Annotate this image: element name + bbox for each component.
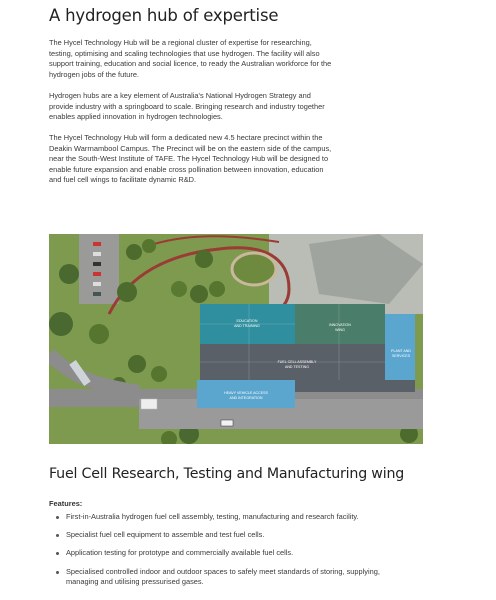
intro-paragraph-1: The Hycel Technology Hub will be a regional cluster of expertise for researching, testing, optimising and scaling technologies that use hydrogen. The facility will also support training, education and social licence, to ready the Australian workforce for the hydrogen jobs of the future.: [49, 38, 332, 79]
feature-text: Application testing for prototype and commercially available fuel cells.: [66, 548, 294, 558]
zone-label-fuel-cell-1: FUEL CELL ASSEMBLY: [277, 360, 317, 364]
feature-item: [56, 530, 406, 540]
feature-item: [56, 512, 406, 522]
section-subtitle: Fuel Cell Research, Testing and Manufacturing wing: [49, 466, 405, 482]
bullet-icon: [56, 516, 59, 519]
zone-label-innovation-1: INNOVATION: [329, 323, 351, 327]
site-plan-image: [49, 234, 423, 444]
section-title: A hydrogen hub of expertise: [49, 6, 279, 25]
zone-label-heavy-1: HEAVY VEHICLE ACCESS: [224, 391, 268, 395]
bullet-icon: [56, 534, 59, 537]
feature-text: Specialised controlled indoor and outdoor spaces to safely meet standards of storing, supplying, managing and utilising pressurised gases.: [66, 566, 380, 586]
feature-item: [56, 567, 406, 587]
zone-label-innovation-2: WING: [335, 328, 345, 332]
zone-label-heavy-2: AND INTEGRATION: [229, 396, 263, 400]
zone-label-plant-2: SERVICES: [391, 354, 411, 358]
zone-label-plant-1: PLANT AND: [391, 349, 411, 353]
intro-paragraph-2: Hydrogen hubs are a key element of Australia's National Hydrogen Strategy and provide industry with a springboard to scale. Bringing research and industry together enables applied innovation in hydrogen technologies.: [49, 91, 325, 122]
feature-text: Specialist fuel cell equipment to assemble and test fuel cells.: [66, 530, 265, 540]
zone-label-education-1: EDUCATION: [236, 319, 258, 323]
feature-text: First-in-Australia hydrogen fuel cell assembly, testing, manufacturing and research facility.: [66, 512, 359, 521]
bullet-icon: [56, 571, 59, 574]
zone-label-education-2: AND TRAINING: [234, 324, 260, 328]
features-label: Features:: [49, 499, 83, 508]
bullet-icon: [56, 552, 59, 555]
features-list: [56, 512, 406, 587]
zone-label-fuel-cell-2: AND TESTING: [284, 365, 310, 369]
intro-paragraph-3: The Hycel Technology Hub will form a dedicated new 4.5 hectare precinct within the Deakin Warrnambool Campus. The Precinct will be on the eastern side of the campus, near the South-West Institute of TAFE. The Hycel Technology Hub will be designed to enable future expansion and enable cross pollination between innovation, education and fuel cell wings to facilitate dynamic R&D.: [49, 133, 332, 185]
feature-item: [56, 548, 406, 558]
